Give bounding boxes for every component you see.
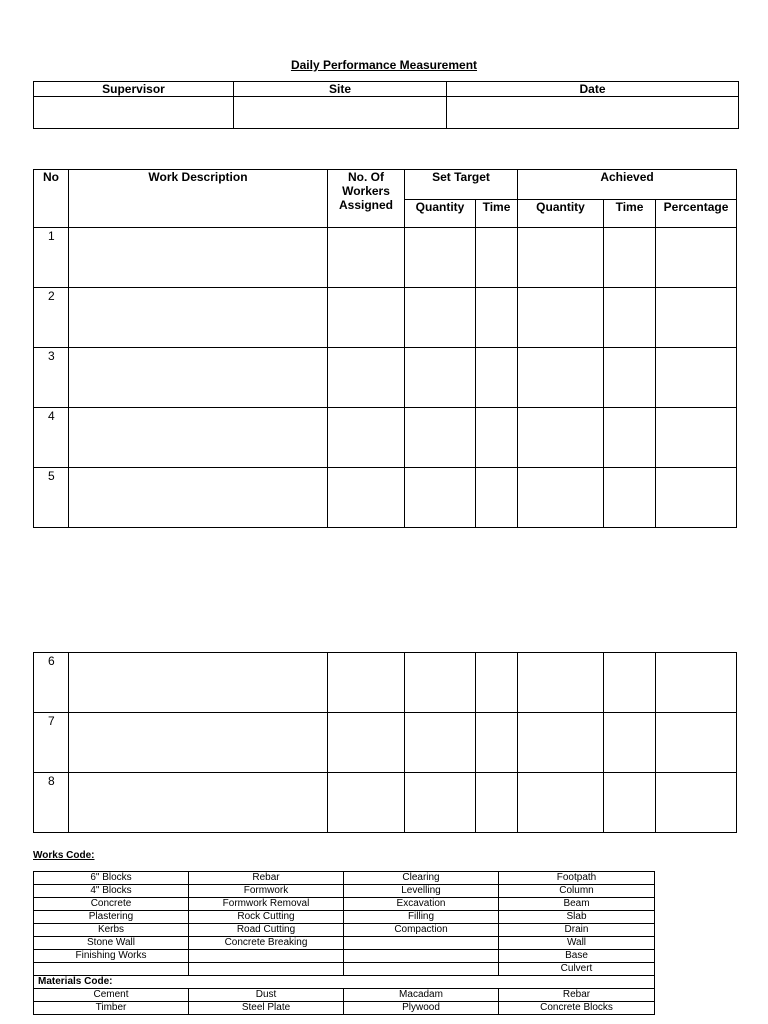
code-cell: Excavation — [344, 898, 499, 911]
site-label: Site — [234, 82, 447, 97]
percentage-cell[interactable] — [656, 468, 737, 528]
row-number: 2 — [34, 288, 69, 348]
target-time-cell[interactable] — [476, 288, 518, 348]
code-cell: Drain — [499, 924, 655, 937]
row-number: 4 — [34, 408, 69, 468]
target-time-cell[interactable] — [476, 228, 518, 288]
achieved-time-cell[interactable] — [604, 773, 656, 833]
row-number: 6 — [34, 653, 69, 713]
achieved-time-cell[interactable] — [604, 288, 656, 348]
workers-cell[interactable] — [328, 228, 405, 288]
achieved-quantity-cell[interactable] — [518, 468, 604, 528]
code-cell: Rebar — [499, 989, 655, 1002]
workers-cell[interactable] — [328, 773, 405, 833]
code-cell: Compaction — [344, 924, 499, 937]
codes-table — [33, 871, 655, 1015]
table-row — [34, 288, 737, 348]
date-label: Date — [447, 82, 739, 97]
achieved-header: Achieved — [518, 170, 737, 200]
page-title: Daily Performance Measurement — [290, 58, 478, 72]
target-time-cell[interactable] — [476, 468, 518, 528]
code-cell: Road Cutting — [189, 924, 344, 937]
code-cell: Finishing Works — [34, 950, 189, 963]
works-code-row — [34, 898, 655, 911]
code-cell: Macadam — [344, 989, 499, 1002]
code-cell: Concrete Blocks — [499, 1002, 655, 1015]
percentage-cell[interactable] — [656, 348, 737, 408]
code-cell: Concrete Breaking — [189, 937, 344, 950]
code-cell: Wall — [499, 937, 655, 950]
materials-code-row — [34, 1002, 655, 1015]
code-cell: Dust — [189, 989, 344, 1002]
code-cell: Plastering — [34, 911, 189, 924]
works-code-row — [34, 872, 655, 885]
workers-cell[interactable] — [328, 348, 405, 408]
achieved-quantity-header: Quantity — [518, 199, 604, 228]
workers-cell[interactable] — [328, 408, 405, 468]
table-row — [34, 468, 737, 528]
work-description-cell[interactable] — [69, 408, 328, 468]
set-target-header: Set Target — [405, 170, 518, 200]
achieved-quantity-cell[interactable] — [518, 713, 604, 773]
achieved-percentage-header: Percentage — [656, 199, 737, 228]
code-cell: 6" Blocks — [34, 872, 189, 885]
table-row — [34, 653, 737, 713]
row-number: 7 — [34, 713, 69, 773]
table-row — [34, 773, 737, 833]
code-cell: Culvert — [499, 963, 655, 976]
code-cell: Base — [499, 950, 655, 963]
code-cell: Levelling — [344, 885, 499, 898]
achieved-time-cell[interactable] — [604, 348, 656, 408]
work-description-cell[interactable] — [69, 468, 328, 528]
work-description-cell[interactable] — [69, 653, 328, 713]
target-time-cell[interactable] — [476, 653, 518, 713]
work-description-cell[interactable] — [69, 713, 328, 773]
table-row — [34, 408, 737, 468]
code-cell — [344, 963, 499, 976]
code-cell: Slab — [499, 911, 655, 924]
code-cell: Rebar — [189, 872, 344, 885]
workers-cell[interactable] — [328, 288, 405, 348]
code-cell: Formwork — [189, 885, 344, 898]
achieved-time-header: Time — [604, 199, 656, 228]
code-cell — [189, 950, 344, 963]
target-quantity-cell[interactable] — [405, 348, 476, 408]
works-code-row — [34, 937, 655, 950]
table-row — [34, 228, 737, 288]
work-description-cell[interactable] — [69, 773, 328, 833]
code-cell — [189, 963, 344, 976]
target-time-cell[interactable] — [476, 713, 518, 773]
code-cell: Footpath — [499, 872, 655, 885]
code-cell: Kerbs — [34, 924, 189, 937]
target-time-header: Time — [476, 199, 518, 228]
achieved-quantity-cell[interactable] — [518, 288, 604, 348]
achieved-quantity-cell[interactable] — [518, 773, 604, 833]
percentage-cell[interactable] — [656, 408, 737, 468]
row-number: 5 — [34, 468, 69, 528]
target-quantity-cell[interactable] — [405, 653, 476, 713]
work-description-cell[interactable] — [69, 288, 328, 348]
code-cell: Column — [499, 885, 655, 898]
code-cell — [344, 937, 499, 950]
achieved-quantity-cell[interactable] — [518, 228, 604, 288]
code-cell: Timber — [34, 1002, 189, 1015]
supervisor-label: Supervisor — [34, 82, 234, 97]
achieved-time-cell[interactable] — [604, 228, 656, 288]
workers-cell[interactable] — [328, 468, 405, 528]
table-row — [34, 348, 737, 408]
works-code-row — [34, 911, 655, 924]
code-cell: Filling — [344, 911, 499, 924]
works-code-row — [34, 950, 655, 963]
works-code-row — [34, 924, 655, 937]
target-quantity-cell[interactable] — [405, 713, 476, 773]
header-table — [33, 81, 739, 129]
works-code-row — [34, 885, 655, 898]
code-cell: Rock Cutting — [189, 911, 344, 924]
target-quantity-header: Quantity — [405, 199, 476, 228]
workers-assigned-header: No. Of Workers Assigned — [328, 170, 405, 228]
target-quantity-cell[interactable] — [405, 408, 476, 468]
achieved-quantity-cell[interactable] — [518, 653, 604, 713]
target-quantity-cell[interactable] — [405, 228, 476, 288]
achieved-time-cell[interactable] — [604, 713, 656, 773]
target-time-cell[interactable] — [476, 348, 518, 408]
percentage-cell[interactable] — [656, 288, 737, 348]
achieved-quantity-cell[interactable] — [518, 408, 604, 468]
materials-code-heading: Materials Code: — [34, 976, 655, 989]
percentage-cell[interactable] — [656, 653, 737, 713]
workers-cell[interactable] — [328, 713, 405, 773]
code-cell: Concrete — [34, 898, 189, 911]
performance-table-continued — [33, 652, 737, 833]
no-header: No — [34, 170, 69, 228]
achieved-time-cell[interactable] — [604, 468, 656, 528]
code-cell: Clearing — [344, 872, 499, 885]
materials-code-row — [34, 989, 655, 1002]
code-cell: Beam — [499, 898, 655, 911]
row-number: 3 — [34, 348, 69, 408]
workers-cell[interactable] — [328, 653, 405, 713]
site-field[interactable] — [234, 97, 447, 129]
achieved-time-cell[interactable] — [604, 408, 656, 468]
work-description-header: Work Description — [69, 170, 328, 228]
code-cell: Formwork Removal — [189, 898, 344, 911]
performance-table — [33, 169, 737, 528]
table-row — [34, 713, 737, 773]
target-time-cell[interactable] — [476, 408, 518, 468]
works-code-row — [34, 963, 655, 976]
code-cell: Stone Wall — [34, 937, 189, 950]
works-code-heading: Works Code: — [33, 850, 95, 861]
row-number: 8 — [34, 773, 69, 833]
target-quantity-cell[interactable] — [405, 288, 476, 348]
code-cell: Plywood — [344, 1002, 499, 1015]
percentage-cell[interactable] — [656, 713, 737, 773]
percentage-cell[interactable] — [656, 773, 737, 833]
achieved-time-cell[interactable] — [604, 653, 656, 713]
code-cell — [344, 950, 499, 963]
percentage-cell[interactable] — [656, 228, 737, 288]
code-cell: Steel Plate — [189, 1002, 344, 1015]
supervisor-field[interactable] — [34, 97, 234, 129]
achieved-quantity-cell[interactable] — [518, 348, 604, 408]
code-cell: Cement — [34, 989, 189, 1002]
target-quantity-cell[interactable] — [405, 773, 476, 833]
target-time-cell[interactable] — [476, 773, 518, 833]
date-field[interactable] — [447, 97, 739, 129]
target-quantity-cell[interactable] — [405, 468, 476, 528]
work-description-cell[interactable] — [69, 228, 328, 288]
code-cell: 4" Blocks — [34, 885, 189, 898]
work-description-cell[interactable] — [69, 348, 328, 408]
code-cell — [34, 963, 189, 976]
row-number: 1 — [34, 228, 69, 288]
